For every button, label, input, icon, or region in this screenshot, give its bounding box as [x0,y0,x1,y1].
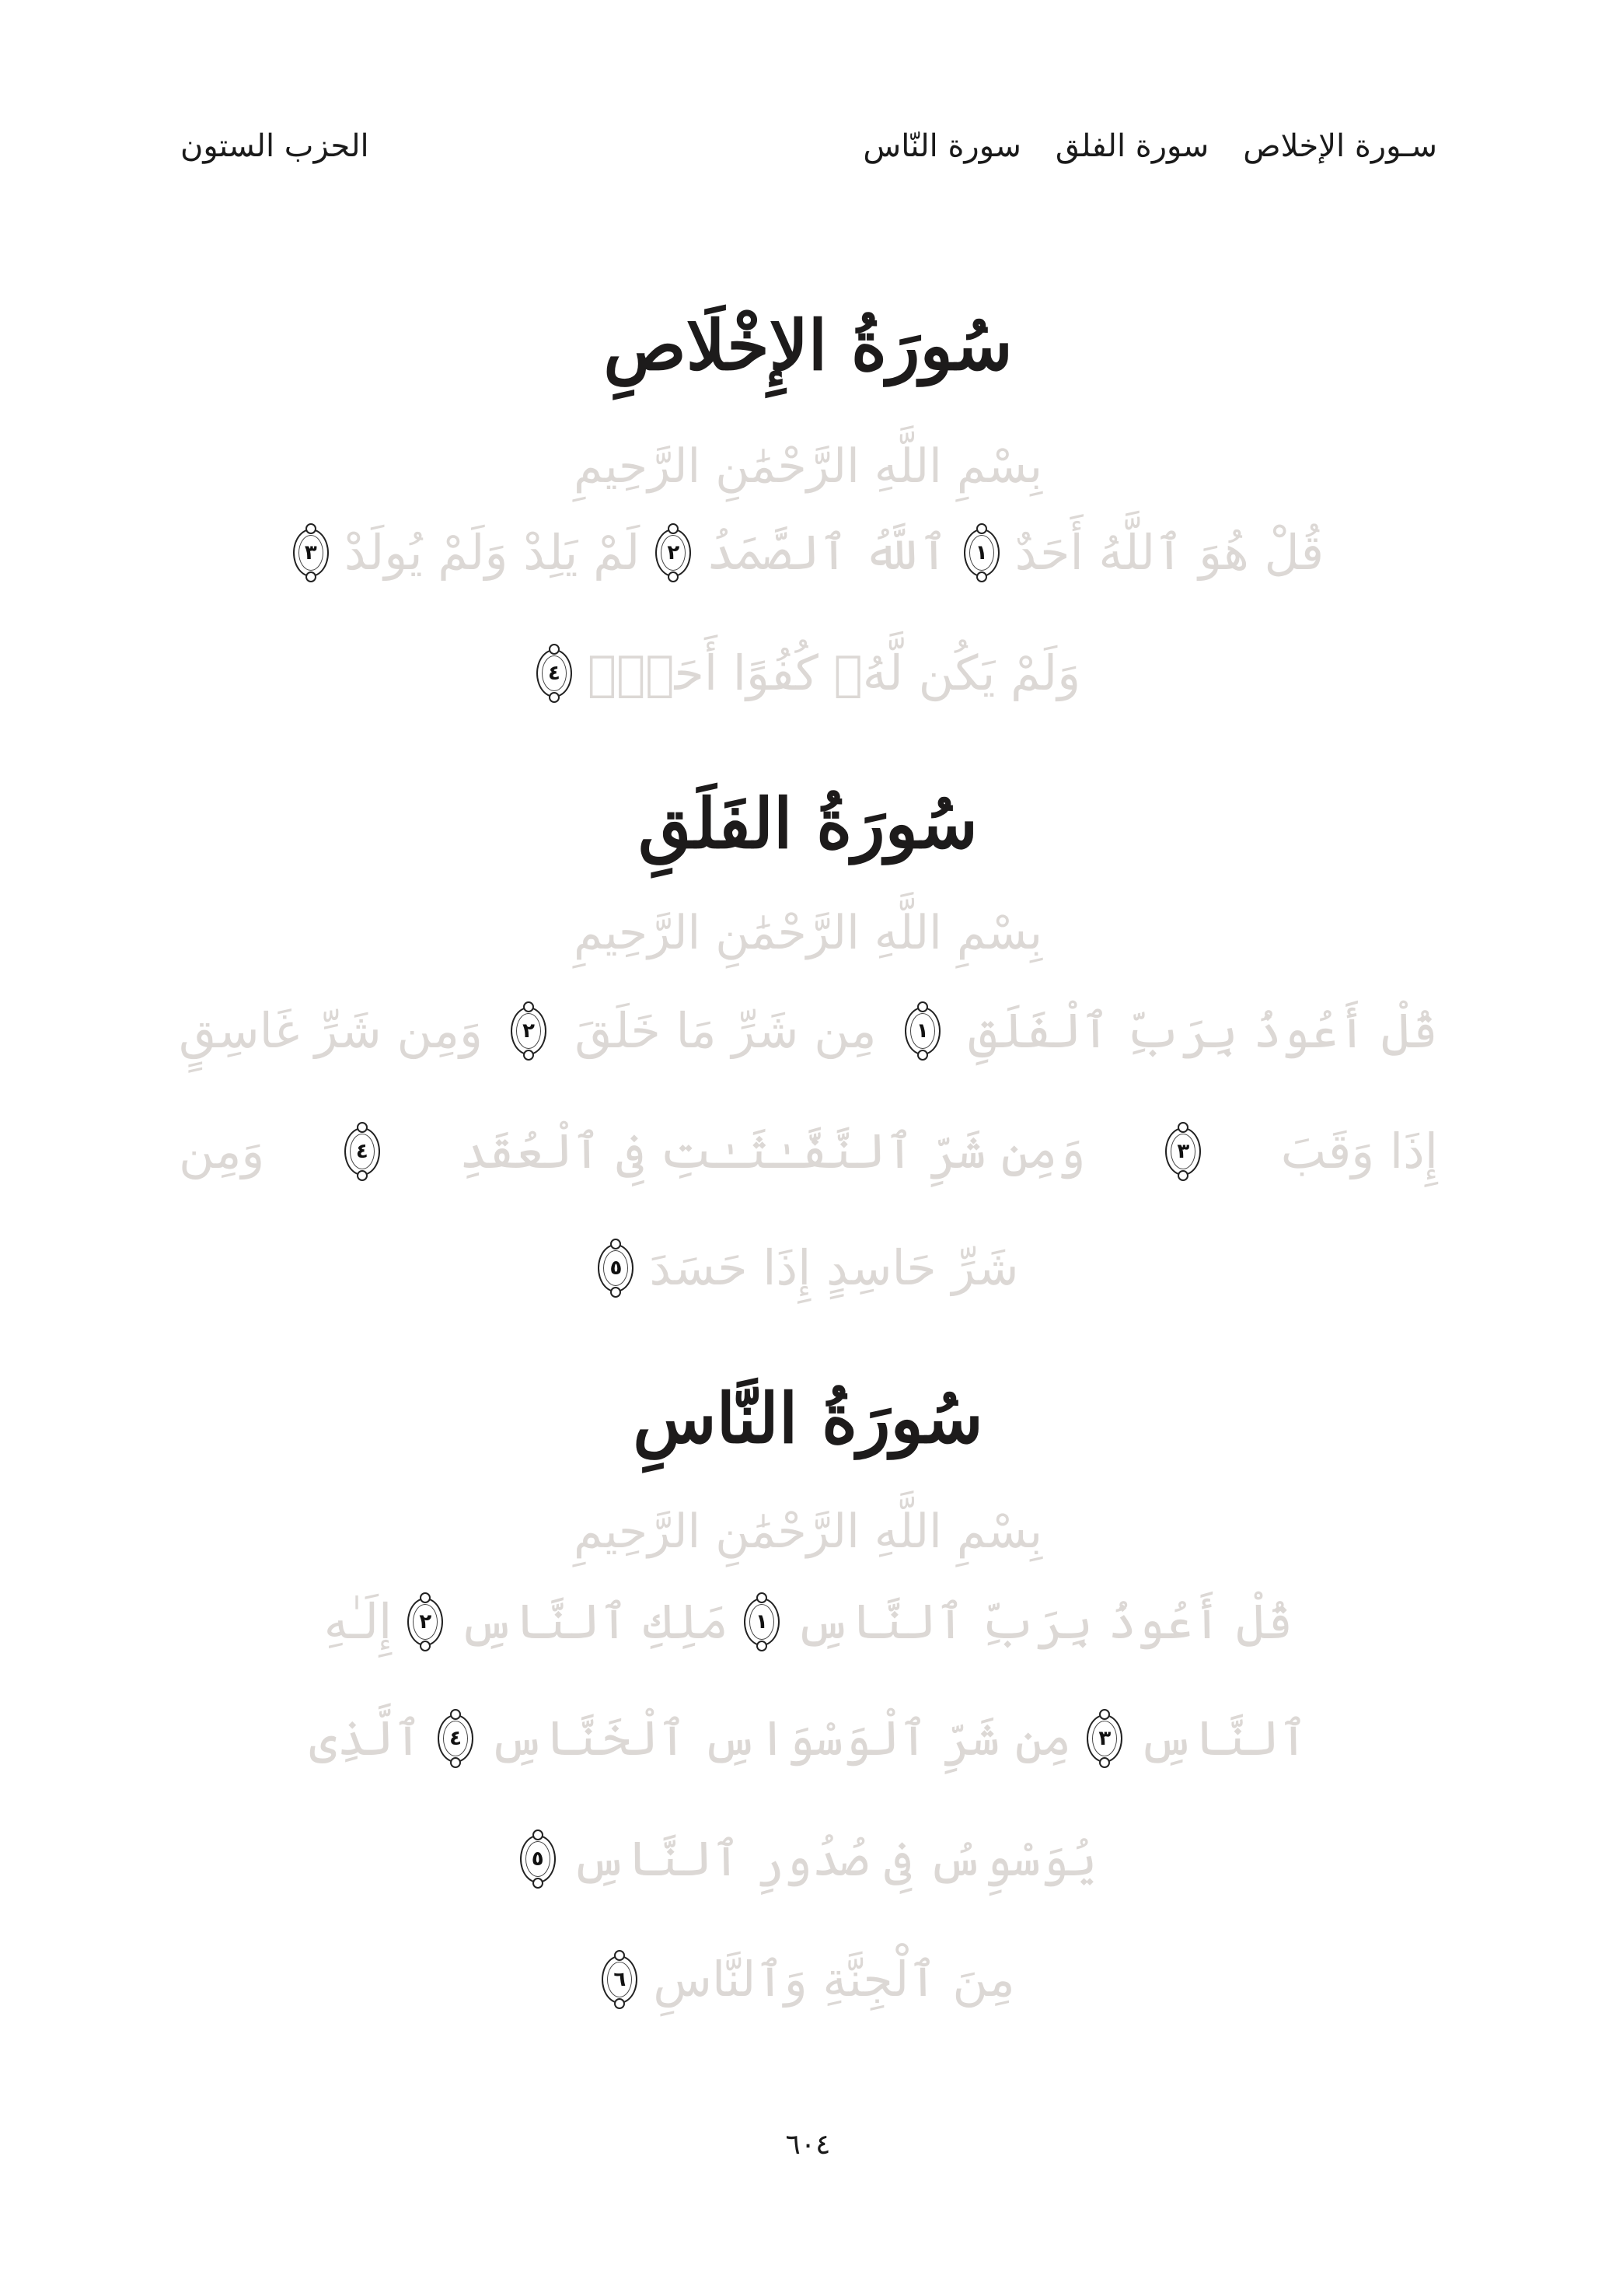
verse-text: إِذَا وَقَبَ [1280,1123,1438,1179]
verse-text: مِنَ ٱلْجِنَّةِ وَٱلنَّاسِ [653,1951,1015,2008]
ayah-marker-icon: ١ [744,1598,780,1646]
verse-line [295,1593,1321,1650]
verse-text: قُلْ أَعُوذُ بِرَبِّ ٱلنَّاسِ [794,1593,1293,1650]
verse-line [179,1830,1438,1887]
basmala-nas: بِسْمِ اللَّهِ الرَّحْمَٰنِ الرَّحِيمِ [573,1504,1043,1559]
header-surah-ikhlas: سـورة الإخلاص [1243,128,1437,164]
ayah-marker-icon: ٦ [602,1955,637,2004]
header-surah-nas: سورة النّاس [863,128,1021,164]
verse-text: ٱلَّذِى [309,1710,422,1767]
verse-text: قُلْ أَعُوذُ بِرَبِّ ٱلْفَلَقِ [968,1002,1438,1059]
basmala-falaq: بِسْمِ اللَّهِ الرَّحْمَٰنِ الرَّحِيمِ [573,906,1043,960]
ayah-marker-icon: ٥ [598,1244,633,1292]
ayah-marker-icon: ٤ [438,1714,473,1763]
ayah-marker-icon: ١ [964,529,1000,577]
ayah-marker-icon: ٥ [520,1835,556,1883]
verse-text: قُلْ هُوَ ٱللَّهُ أَحَدٌ [1014,524,1325,581]
verse-line [179,1239,1438,1296]
ayah-marker-icon: ٢ [407,1598,443,1646]
verse-text: وَمِن شَرِّ ٱلنَّفَّـٰثَـٰتِ فِى ٱلْعُقَدِ [459,1123,1086,1179]
ayah-marker-icon: ٣ [293,529,329,577]
basmala-ikhlas: بِسْمِ اللَّهِ الرَّحْمَٰنِ الرَّحِيمِ [573,439,1043,494]
verse-text: مَلِكِ ٱلنَّاسِ [459,1593,728,1650]
surah-title-ikhlas: سُورَةُ الإِخْلَاصِ [603,305,1013,386]
verse-line [295,1710,1321,1767]
verse-text: مِن شَرِّ مَا خَلَقَ [574,1002,877,1059]
verse-text: إِلَـٰهِ [323,1593,393,1650]
ayah-marker-icon: ٢ [511,1007,546,1055]
verse-line [179,1002,1438,1059]
verse-text: شَرِّ حَاسِدٍ إِذَا حَسَدَ [649,1239,1019,1296]
ayah-marker-icon: ٢ [655,529,691,577]
verse-line [179,1123,1438,1179]
verse-text: وَمِن شَرِّ غَاسِقٍ [179,1002,483,1059]
surah-title-nas: سُورَةُ النَّاسِ [633,1378,983,1459]
header-hizb: الحزب الستون [180,128,369,164]
verse-text: لَمْ يَلِدْ وَلَمْ يُولَدْ [344,524,640,581]
verse-text: ٱلنَّاسِ [1138,1710,1308,1767]
ayah-marker-icon: ٣ [1087,1714,1122,1763]
surah-title-falaq: سُورَةُ الفَلَقِ [638,783,978,864]
verse-text: وَمِن [179,1123,265,1179]
page-number: ٦٠٤ [785,2129,831,2161]
verse-text: وَلَمْ يَكُن لَّهُۥ كُفُوًا أَحَدٌۢ [587,645,1081,701]
ayah-marker-icon: ١ [905,1007,941,1055]
ayah-marker-icon: ٤ [344,1127,380,1176]
ayah-marker-icon: ٤ [536,649,572,697]
verse-line [179,645,1438,701]
header-surah-names [863,128,1437,164]
verse-text: مِن شَرِّ ٱلْوَسْوَاسِ ٱلْخَنَّاسِ [489,1710,1072,1767]
ayah-marker-icon: ٣ [1165,1127,1201,1176]
verse-text: ٱللَّهُ ٱلصَّمَدُ [707,524,948,581]
verse-text: يُوَسْوِسُ فِى صُدُورِ ٱلنَّاسِ [571,1830,1098,1887]
verse-line [179,524,1438,581]
verse-line [179,1951,1438,2008]
running-header [0,128,1616,190]
header-surah-falaq: سورة الفلق [1055,128,1209,164]
